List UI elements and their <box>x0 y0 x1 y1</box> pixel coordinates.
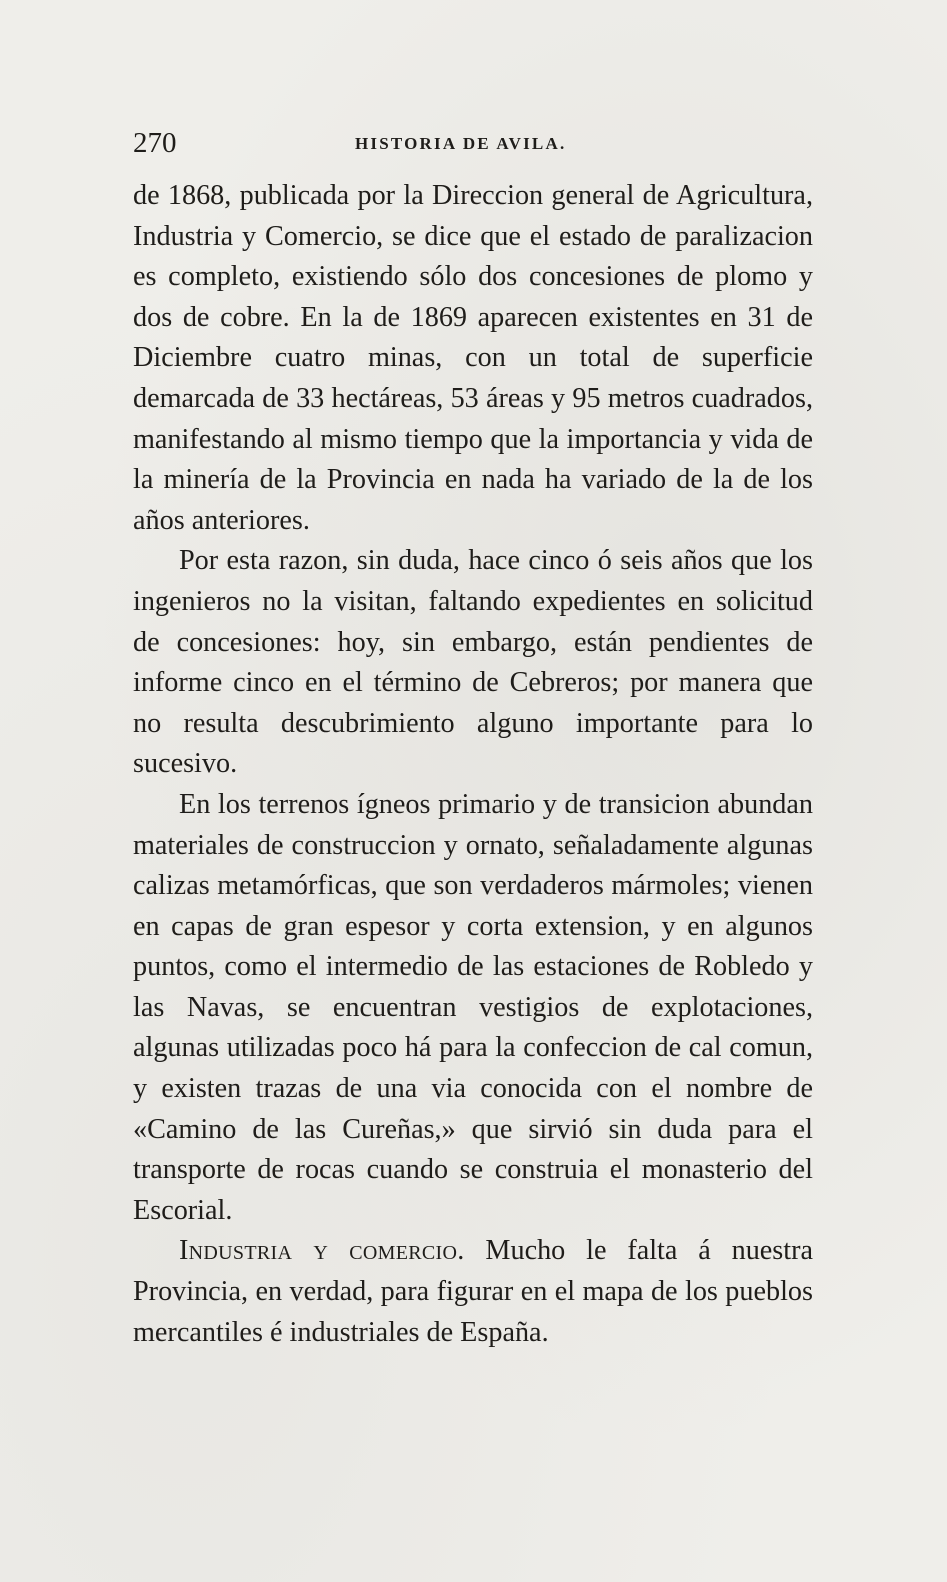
page-number: 270 <box>133 127 177 159</box>
paragraph-4 <box>133 1231 813 1353</box>
paragraph-1: de 1868, publicada por la Direccion general de Agricultura, Industria y Comercio, se dice que el estado de paralizacion es completo, existiendo sólo dos concesiones de plomo y dos de cobre. En la de 1869 aparecen existentes en 31 de Diciembre cuatro minas, con un total de superficie demarcada de 33 hectáreas, 53 áreas y 95 metros cuadrados, manifestando al mismo tiempo que la importancia y vida de la minería de la Provincia en nada ha variado de la de los años anteriores. <box>133 180 813 536</box>
page-header <box>133 126 813 160</box>
paragraph-2: Por esta razon, sin duda, hace cinco ó seis años que los ingenieros no la visitan, faltando expedientes en solicitud de concesiones: hoy, sin embargo, están pendientes de informe cinco en el término de Cebreros; por manera que no resulta descubrimiento alguno importante para lo sucesivo. <box>133 545 813 780</box>
section-heading: Industria y comercio. <box>179 1235 465 1267</box>
body-text <box>133 176 813 1353</box>
running-head: HISTORIA DE AVILA. <box>355 134 567 153</box>
paragraph-3: En los terrenos ígneos primario y de transicion abundan materiales de construccion y ornato, señaladamente algunas calizas metamórficas, que son verdaderos mármoles; vienen en capas de gran espesor y corta extension, y en algunos puntos, como el intermedio de las estaciones de Robledo y las Navas, se encuentran vestigios de explotaciones, algunas utilizadas poco há para la confeccion de cal comun, y existen trazas de una via conocida con el nombre de «Camino de las Cureñas,» que sirvió sin duda para el transporte de rocas cuando se construia el monasterio del Escorial. <box>133 788 813 1226</box>
paragraph-4-text: Mucho le falta á nuestra Provincia, en verdad, para figurar en el mapa de los pueblos mercantiles é industriales de España. <box>133 1235 814 1348</box>
